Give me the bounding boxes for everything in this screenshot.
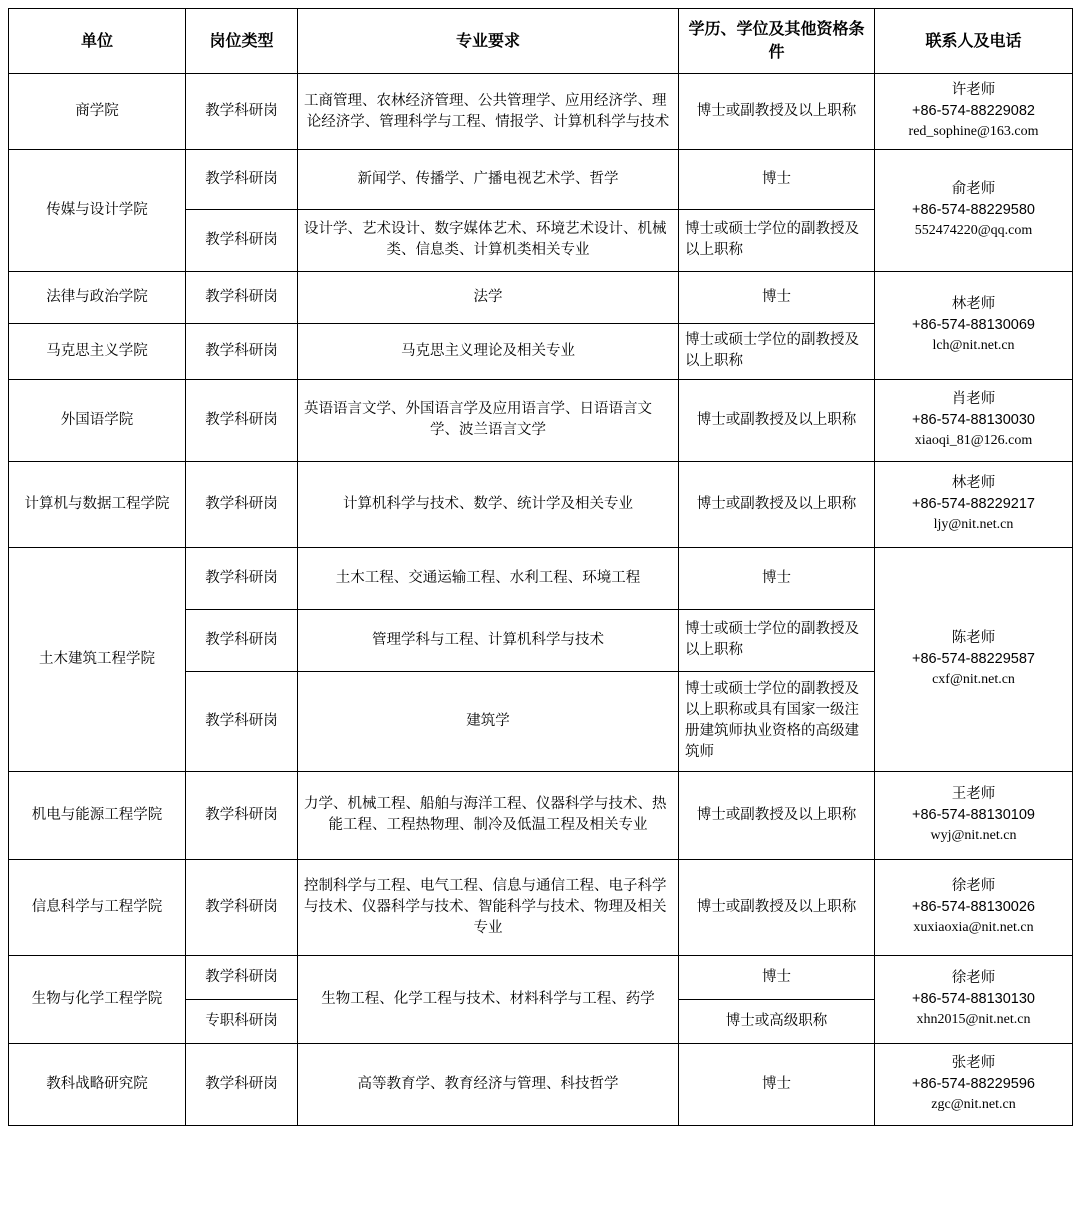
cell-degree: 博士或副教授及以上职称	[679, 379, 875, 461]
cell-degree: 博士或硕士学位的副教授及以上职称或具有国家一级注册建筑师执业资格的高级建筑师	[679, 671, 875, 771]
column-header-unit: 单位	[9, 9, 186, 74]
cell-major: 新闻学、传播学、广播电视艺术学、哲学	[298, 149, 679, 209]
table-header-row	[9, 9, 1073, 74]
cell-major: 控制科学与工程、电气工程、信息与通信工程、电子科学与技术、仪器科学与技术、智能科学与技术、物理及相关专业	[298, 859, 679, 955]
cell-contact	[875, 149, 1073, 271]
cell-degree: 博士或高级职称	[679, 999, 875, 1043]
cell-degree: 博士	[679, 1043, 875, 1125]
table-row	[9, 1043, 1073, 1125]
cell-degree: 博士或副教授及以上职称	[679, 771, 875, 859]
table-row	[9, 955, 1073, 999]
cell-degree: 博士或硕士学位的副教授及以上职称	[679, 609, 875, 671]
cell-unit: 教科战略研究院	[9, 1043, 186, 1125]
contact-name: 林老师	[951, 475, 996, 492]
contact-email: red_sophine@163.com	[908, 124, 1039, 140]
contact-phone: +86-574-88229596	[912, 1076, 1035, 1093]
cell-degree: 博士或副教授及以上职称	[679, 859, 875, 955]
cell-major: 建筑学	[298, 671, 679, 771]
cell-unit: 计算机与数据工程学院	[9, 461, 186, 547]
cell-unit: 法律与政治学院	[9, 271, 186, 323]
cell-degree: 博士	[679, 955, 875, 999]
cell-contact	[875, 859, 1073, 955]
contact-phone: +86-574-88130109	[912, 807, 1035, 824]
contact-email: wyj@nit.net.cn	[930, 828, 1017, 844]
cell-unit: 传媒与设计学院	[9, 149, 186, 271]
cell-job-type: 教学科研岗	[186, 771, 298, 859]
contact-phone: +86-574-88229580	[912, 202, 1035, 219]
cell-contact	[875, 771, 1073, 859]
contact-phone: +86-574-88229082	[912, 103, 1035, 120]
cell-major: 法学	[298, 271, 679, 323]
cell-degree: 博士或硕士学位的副教授及以上职称	[679, 323, 875, 379]
cell-contact	[875, 461, 1073, 547]
table-row	[9, 271, 1073, 323]
cell-contact	[875, 271, 1073, 379]
cell-major: 英语语言文学、外国语言学及应用语言学、日语语言文学、波兰语言文学	[298, 379, 679, 461]
contact-email: lch@nit.net.cn	[932, 338, 1015, 354]
cell-degree: 博士或副教授及以上职称	[679, 74, 875, 149]
cell-degree: 博士	[679, 547, 875, 609]
cell-job-type: 教学科研岗	[186, 547, 298, 609]
contact-email: xhn2015@nit.net.cn	[916, 1012, 1031, 1028]
cell-unit: 信息科学与工程学院	[9, 859, 186, 955]
contact-name: 林老师	[951, 296, 996, 313]
column-header-major: 专业要求	[298, 9, 679, 74]
contact-email: xuxiaoxia@nit.net.cn	[913, 920, 1034, 936]
cell-major: 马克思主义理论及相关专业	[298, 323, 679, 379]
cell-contact	[875, 74, 1073, 149]
cell-unit: 机电与能源工程学院	[9, 771, 186, 859]
cell-job-type: 教学科研岗	[186, 859, 298, 955]
cell-job-type: 教学科研岗	[186, 149, 298, 209]
cell-unit: 马克思主义学院	[9, 323, 186, 379]
contact-email: 552474220@qq.com	[914, 223, 1033, 239]
table-row	[9, 74, 1073, 149]
cell-major: 工商管理、农林经济管理、公共管理学、应用经济学、理论经济学、管理科学与工程、情报学、计算机科学与技术	[298, 74, 679, 149]
cell-degree: 博士或副教授及以上职称	[679, 461, 875, 547]
contact-name: 张老师	[951, 1055, 996, 1072]
cell-unit: 生物与化学工程学院	[9, 955, 186, 1043]
cell-job-type: 专职科研岗	[186, 999, 298, 1043]
cell-major: 设计学、艺术设计、数字媒体艺术、环境艺术设计、机械类、信息类、计算机类相关专业	[298, 209, 679, 271]
table-row	[9, 379, 1073, 461]
table-row	[9, 859, 1073, 955]
table-row	[9, 547, 1073, 609]
cell-job-type: 教学科研岗	[186, 461, 298, 547]
cell-unit: 外国语学院	[9, 379, 186, 461]
contact-email: cxf@nit.net.cn	[932, 672, 1015, 688]
cell-major: 管理学科与工程、计算机科学与技术	[298, 609, 679, 671]
cell-contact	[875, 547, 1073, 771]
cell-job-type: 教学科研岗	[186, 1043, 298, 1125]
table-row	[9, 149, 1073, 209]
table-row	[9, 461, 1073, 547]
cell-job-type: 教学科研岗	[186, 609, 298, 671]
cell-major: 计算机科学与技术、数学、统计学及相关专业	[298, 461, 679, 547]
column-header-job-type: 岗位类型	[186, 9, 298, 74]
cell-major: 力学、机械工程、船舶与海洋工程、仪器科学与技术、热能工程、工程热物理、制冷及低温工程及相关专业	[298, 771, 679, 859]
contact-name: 肖老师	[951, 391, 996, 408]
cell-contact	[875, 955, 1073, 1043]
column-header-contact: 联系人及电话	[875, 9, 1073, 74]
cell-major: 高等教育学、教育经济与管理、科技哲学	[298, 1043, 679, 1125]
contact-name: 王老师	[951, 786, 996, 803]
contact-phone: +86-574-88130026	[912, 899, 1035, 916]
contact-name: 陈老师	[951, 630, 996, 647]
contact-phone: +86-574-88130030	[912, 412, 1035, 429]
cell-job-type: 教学科研岗	[186, 379, 298, 461]
contact-name: 许老师	[951, 82, 996, 99]
cell-major: 土木工程、交通运输工程、水利工程、环境工程	[298, 547, 679, 609]
cell-degree: 博士	[679, 271, 875, 323]
cell-contact	[875, 379, 1073, 461]
table-row	[9, 771, 1073, 859]
contact-name: 徐老师	[951, 878, 996, 895]
cell-job-type: 教学科研岗	[186, 271, 298, 323]
column-header-degree: 学历、学位及其他资格条件	[679, 9, 875, 74]
contact-phone: +86-574-88130069	[912, 317, 1035, 334]
cell-job-type: 教学科研岗	[186, 209, 298, 271]
cell-major: 生物工程、化学工程与技术、材料科学与工程、药学	[298, 955, 679, 1043]
contact-name: 俞老师	[951, 181, 996, 198]
recruitment-table	[8, 8, 1073, 1126]
contact-email: ljy@nit.net.cn	[933, 517, 1014, 533]
contact-name: 徐老师	[951, 970, 996, 987]
cell-job-type: 教学科研岗	[186, 955, 298, 999]
cell-job-type: 教学科研岗	[186, 74, 298, 149]
cell-unit: 商学院	[9, 74, 186, 149]
cell-degree: 博士	[679, 149, 875, 209]
cell-job-type: 教学科研岗	[186, 671, 298, 771]
contact-email: zgc@nit.net.cn	[931, 1097, 1016, 1113]
contact-phone: +86-574-88229587	[912, 651, 1035, 668]
contact-email: xiaoqi_81@126.com	[914, 433, 1033, 449]
cell-degree: 博士或硕士学位的副教授及以上职称	[679, 209, 875, 271]
contact-phone: +86-574-88229217	[912, 496, 1035, 513]
cell-unit: 土木建筑工程学院	[9, 547, 186, 771]
contact-phone: +86-574-88130130	[912, 991, 1035, 1008]
cell-job-type: 教学科研岗	[186, 323, 298, 379]
cell-contact	[875, 1043, 1073, 1125]
